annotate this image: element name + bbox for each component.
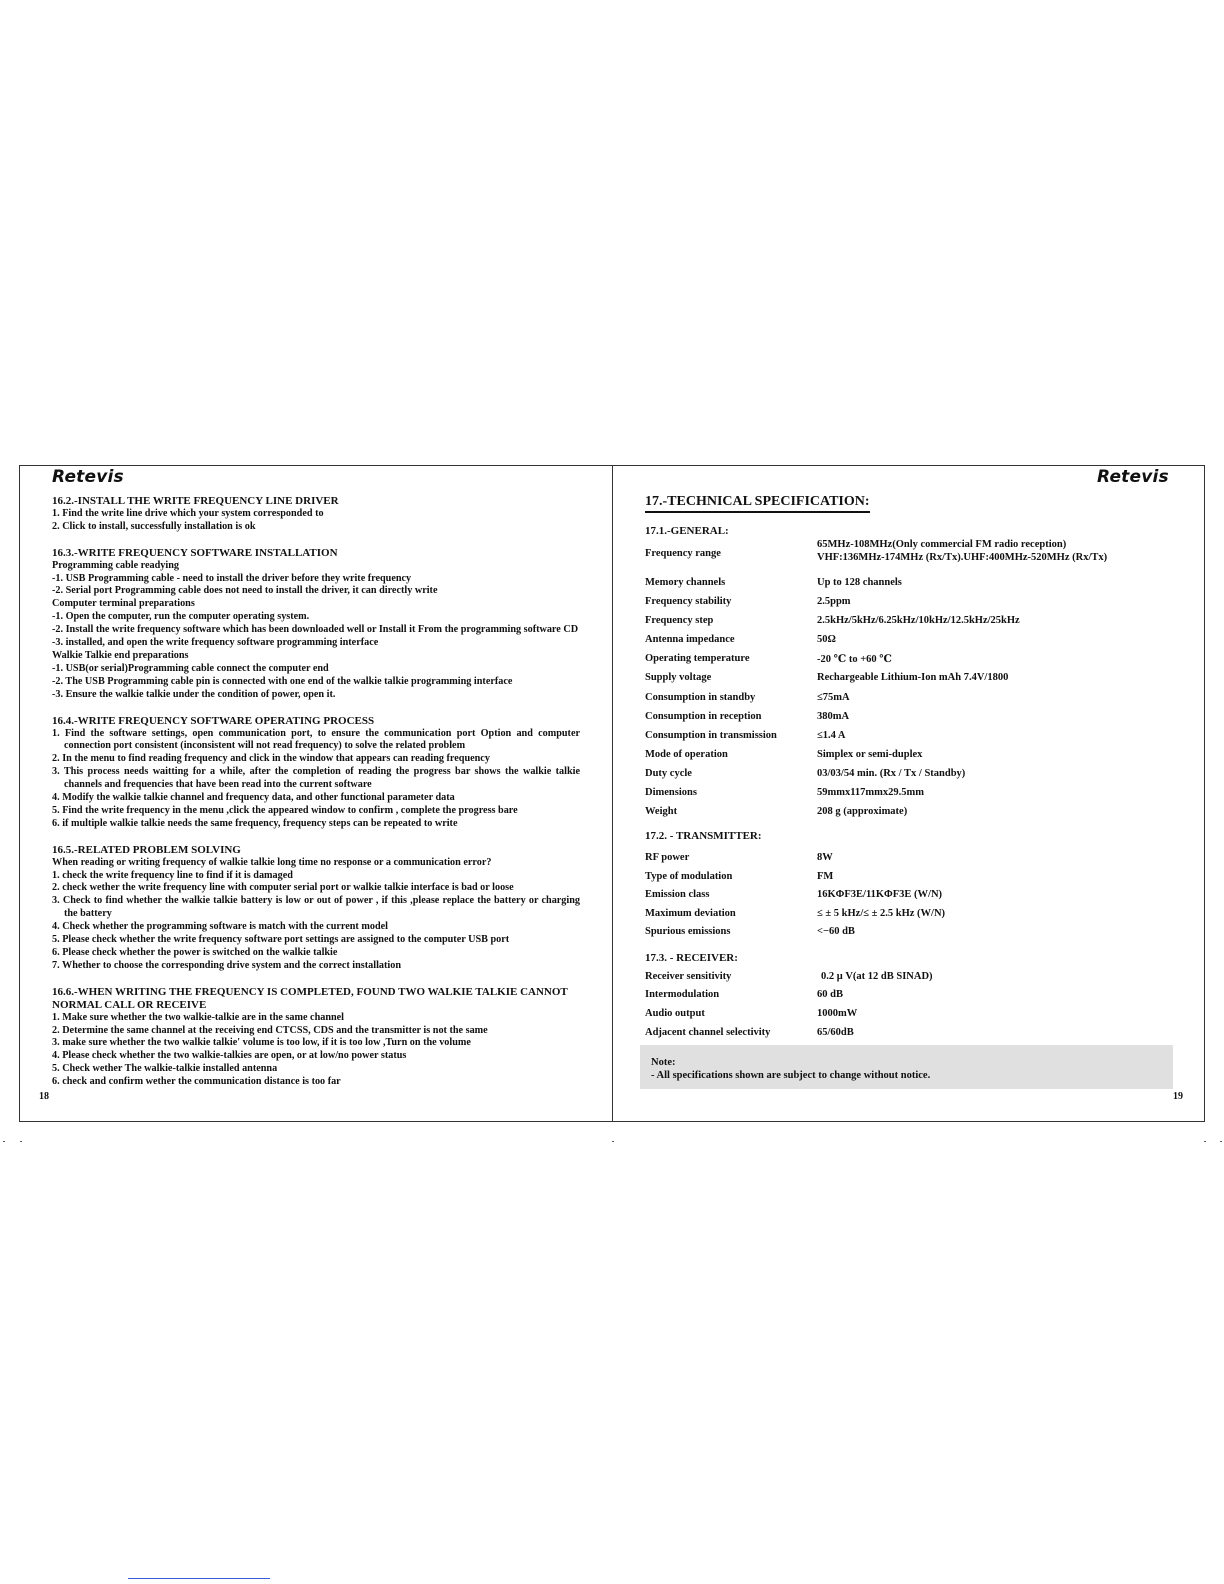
section-16-5 [52, 844, 580, 973]
crop-mark [1204, 1141, 1206, 1142]
text-line: 5. Find the write frequency in the menu ,click the appeared window to confirm , complete the progress bare [52, 804, 518, 816]
text-line: 2. check wether the write frequency line with computer serial port or walkie talkie interface is bad or loose [52, 882, 514, 894]
spec-label: Frequency range [645, 548, 721, 559]
section-16-2 [52, 495, 580, 534]
section-title: 16.5.-RELATED PROBLEM SOLVING [52, 843, 241, 856]
receiver-heading: 17.3. - RECEIVER: [645, 952, 738, 964]
spec-label: Intermodulation [645, 989, 720, 1000]
text-line: 6. Please check whether the power is switched on the walkie talkie [52, 947, 338, 958]
spec-value: <−60 dB [817, 926, 855, 937]
text-line: Computer terminal preparations [52, 598, 195, 610]
spec-label: Consumption in transmission [645, 730, 777, 741]
text-line: 2. Determine the same channel at the receiving end CTCSS, CDS and the transmitter is not the same [52, 1024, 488, 1036]
spec-value: Simplex or semi-duplex [817, 749, 923, 760]
spec-value: 380mA [817, 711, 850, 722]
section-title: 16.3.-WRITE FREQUENCY SOFTWARE INSTALLATION [52, 546, 338, 559]
spec-label: Dimensions [645, 787, 697, 798]
spec-value: Rechargeable Lithium-Ion mAh 7.4V/1800 [817, 672, 1009, 683]
general-heading: 17.1.-GENERAL: [645, 525, 729, 537]
spec-value: ≤1.4 A [817, 730, 846, 741]
spec-label: Adjacent channel selectivity [645, 1027, 771, 1038]
section-title: 16.6.-WHEN WRITING THE FREQUENCY IS COMPLETED, FOUND TWO WALKIE TALKIE CANNOT NORMAL CALL OR RECEIVE [52, 985, 568, 1011]
crop-mark [3, 1141, 5, 1142]
text-line: Walkie Talkie end preparations [52, 649, 189, 661]
spec-label: Consumption in reception [645, 711, 762, 722]
brand-logo-right: Retevis [1097, 467, 1169, 487]
text-line: 5. Please check whether the write frequency software port settings are assigned to the computer USB port [52, 934, 510, 946]
spec-label: Memory channels [645, 577, 726, 588]
text-line: Programming cable readying [52, 559, 179, 571]
crop-mark [20, 1141, 22, 1142]
spec-value: 59mmx117mmx29.5mm [817, 787, 925, 798]
spec-label: Spurious emissions [645, 926, 731, 937]
text-line: 4. Check whether the programming software is match with the current model [52, 921, 388, 933]
spec-value: 50Ω [817, 634, 836, 645]
text-line: -2. Serial port Programming cable does not need to install the driver, it can directly write [52, 585, 438, 597]
spec-value: Up to 128 channels [817, 577, 902, 588]
spec-value: 65MHz-108MHz(Only commercial FM radio reception) [817, 539, 1067, 550]
spec-label: Maximum deviation [645, 908, 736, 919]
text-line: -1. USB(or serial)Programming cable connect the computer end [52, 662, 329, 674]
spec-label: Operating temperature [645, 653, 750, 664]
spec-value: ≤ ± 5 kHz/≤ ± 2.5 kHz (W/N) [817, 908, 946, 919]
spec-value: 60 dB [817, 989, 843, 1000]
spec-value: 8W [817, 852, 833, 863]
spec-value: 208 g (approximate) [817, 806, 908, 817]
text-line: -1. USB Programming cable - need to install the driver before they write frequency [52, 572, 412, 584]
spec-value: 03/03/54 min. (Rx / Tx / Standby) [817, 768, 966, 779]
text-line: 7. Whether to choose the corresponding drive system and the correct installation [52, 959, 401, 971]
spec-label: Audio output [645, 1008, 705, 1019]
spec-value: ≤75mA [817, 692, 850, 703]
text-line: 4. Please check whether the two walkie-talkies are open, or at low/no power status [52, 1050, 407, 1062]
note-text: - All specifications shown are subject to change without notice. [651, 1070, 931, 1081]
spec-value: 0.2 μ V(at 12 dB SINAD) [821, 971, 933, 982]
text-line: 1. Find the write line drive which your system corresponded to [52, 507, 324, 519]
brand-logo-left: Retevis [52, 467, 124, 487]
spec-label: Antenna impedance [645, 634, 735, 645]
text-line: 1. check the write frequency line to find if it is damaged [52, 869, 293, 881]
text-line: 6. check and confirm wether the communication distance is too far [52, 1076, 341, 1088]
spec-value: -20 ℃ to +60 ℃ [817, 654, 892, 665]
spec-label: Supply voltage [645, 672, 712, 683]
spec-label: Consumption in standby [645, 692, 756, 703]
text-line: 4. Modify the walkie talkie channel and frequency data, and other functional parameter data [52, 792, 455, 804]
text-line: -3. Ensure the walkie talkie under the condition of power, open it. [52, 688, 336, 700]
spec-label: Receiver sensitivity [645, 971, 732, 982]
crop-mark [612, 1141, 614, 1142]
spec-value: 2.5kHz/5kHz/6.25kHz/10kHz/12.5kHz/25kHz [817, 615, 1020, 626]
spec-label: Mode of operation [645, 749, 728, 760]
text-line: 1. Find the software settings, open communication port, to ensure the communication port Option and computer connection port consistent (inconsistent will not read frequency) to solve the related problem [52, 727, 580, 752]
text-line: When reading or writing frequency of walkie talkie long time no response or a communication error? [52, 856, 492, 868]
page-divider [612, 465, 613, 1122]
note-heading: Note: [651, 1057, 676, 1068]
text-line: 1. Make sure whether the two walkie-talkie are in the same channel [52, 1011, 345, 1023]
text-line: -2. Install the write frequency software which has been downloaded well or Install it From the programming software CD [52, 624, 579, 636]
left-page-content [52, 495, 580, 1089]
spec-value: 2.5ppm [817, 596, 851, 607]
text-line: -3. installed, and open the write frequency software programming interface [52, 637, 379, 649]
text-line: 2. Click to install, successfully installation is ok [52, 520, 256, 532]
spec-label: Frequency step [645, 615, 714, 626]
text-line: 6. if multiple walkie talkie needs the same frequency, frequency steps can be repeated to write [52, 817, 458, 829]
section-title: 16.2.-INSTALL THE WRITE FREQUENCY LINE DRIVER [52, 495, 339, 507]
text-line: 3. make sure whether the two walkie talkie' volume is too low, if it is too low ,Turn on the volume [52, 1037, 471, 1049]
section-16-4 [52, 715, 580, 831]
spec-label: Frequency stability [645, 596, 732, 607]
spec-value: 1000mW [817, 1008, 858, 1019]
spec-value: 65/60dB [817, 1027, 854, 1038]
spec-title: 17.-TECHNICAL SPECIFICATION: [645, 494, 870, 509]
text-line: 3. This process needs waitting for a while, after the completion of reading the progress bar shows the walkie talkie channels and frequencies that have been read into the current software [52, 766, 580, 791]
spec-label: Type of modulation [645, 871, 733, 882]
text-line: 2. In the menu to find reading frequency and click in the window that appears can reading frequency [52, 753, 490, 765]
text-line: 5. Check wether The walkie-talkie installed antenna [52, 1063, 278, 1075]
spec-value: FM [817, 871, 834, 882]
section-16-6 [52, 986, 580, 1089]
section-16-3 [52, 547, 580, 702]
spec-label: RF power [645, 852, 690, 863]
spec-label: Emission class [645, 889, 710, 900]
transmitter-heading: 17.2. - TRANSMITTER: [645, 830, 762, 842]
bottom-link-underline [128, 1578, 270, 1579]
crop-mark [1220, 1141, 1222, 1142]
spec-value-line2: VHF:136MHz-174MHz (Rx/Tx).UHF:400MHz-520MHz (Rx/Tx) [817, 552, 1108, 563]
spec-title-underline [645, 511, 870, 513]
spec-label: Weight [645, 806, 678, 817]
note-box [640, 1045, 1173, 1089]
text-line: -1. Open the computer, run the computer operating system. [52, 611, 310, 623]
text-line: -2. The USB Programming cable pin is connected with one end of the walkie talkie programming interface [52, 675, 513, 687]
page-number-right: 19 [1173, 1091, 1183, 1102]
spec-label: Duty cycle [645, 768, 692, 779]
page-number-left: 18 [39, 1091, 49, 1102]
text-line: 3. Check to find whether the walkie talkie battery is low or out of power , if this ,please replace the battery or charging the battery [52, 895, 580, 920]
spec-value: 16KΦF3E/11KΦF3E (W/N) [817, 889, 943, 900]
section-title: 16.4.-WRITE FREQUENCY SOFTWARE OPERATING PROCESS [52, 714, 375, 727]
